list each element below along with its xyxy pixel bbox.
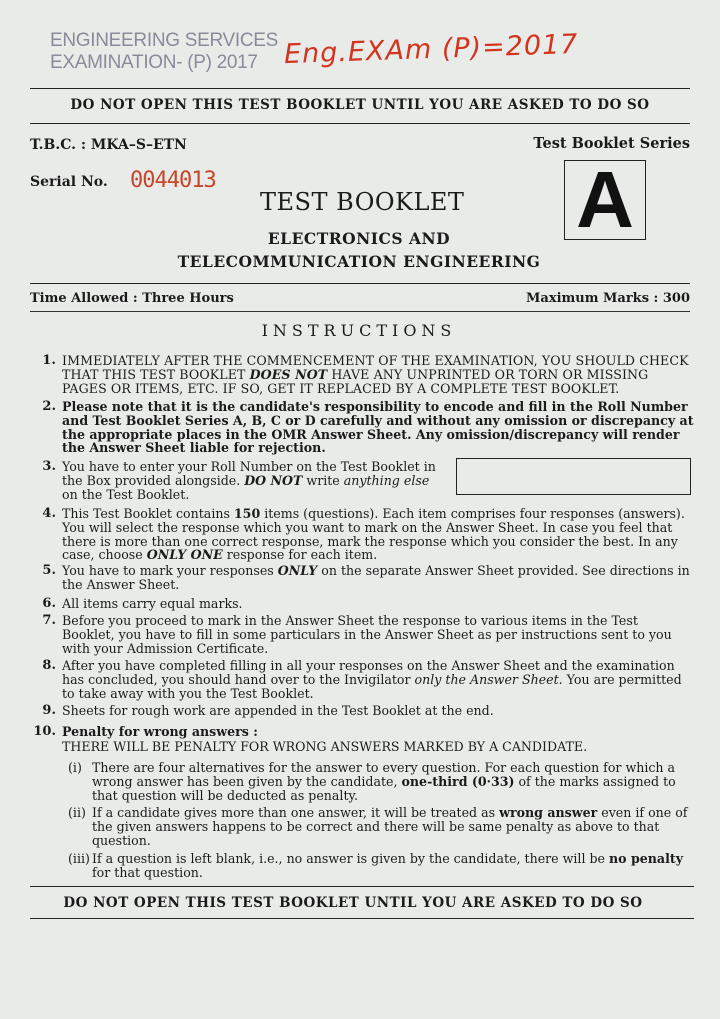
instruction-text: Before you proceed to mark in the Answer Sheet the response to various items in the Test Booklet, you have to fill in some particulars in the Answer Sheet as per instructions sent to you with your Admission Certificate.	[62, 613, 672, 656]
instruction-number: 7.	[42, 613, 56, 628]
instruction-text: for that question.	[92, 864, 203, 880]
instruction-text: If a candidate gives more than one answer, it will be treated as	[92, 805, 500, 820]
instruction-emphasis: only the Answer Sheet.	[414, 671, 563, 687]
instruction-text: IMMEDIATELY AFTER THE COMMENCEMENT OF THE EXAMINATION, YOU SHOULD CHECK THAT THIS TEST BOOKLET	[62, 353, 689, 382]
instruction-emphasis: ONLY ONE	[146, 547, 223, 563]
instruction-text: on the Test Booklet.	[62, 486, 190, 502]
instruction-emphasis: ONLY	[277, 563, 318, 578]
series-label: Test Booklet Series	[533, 135, 690, 152]
instruction-2	[30, 400, 694, 455]
instruction-number: 3.	[42, 459, 56, 474]
roll-number-box[interactable]	[456, 458, 691, 495]
subject-line1: ELECTRONICS AND	[267, 229, 451, 248]
instruction-number: 10.	[33, 724, 56, 739]
divider	[30, 123, 690, 124]
instruction-text: HAVE ANY UNPRINTED OR TORN OR MISSING PAGES OR ITEMS, ETC. IF SO, GET IT REPLACED BY A COMPLETE TEST BOOKLET.	[62, 366, 649, 396]
instruction-text: of the marks assigned to that question will be deducted as penalty.	[92, 773, 676, 803]
instruction-number: 2.	[42, 399, 56, 414]
instruction-number: 5.	[42, 563, 56, 578]
instruction-text: There are four alternatives for the answer to every question. For each question for which a wrong answer has been given by the candidate,	[92, 760, 676, 789]
instruction-emphasis: DO NOT	[244, 472, 303, 488]
instruction-text: response for each item.	[222, 547, 378, 563]
instruction-7	[30, 614, 694, 655]
time-allowed: Time Allowed : Three Hours	[30, 291, 234, 306]
instruction-text: This Test Booklet contains	[62, 506, 234, 521]
instruction-emphasis: wrong answer	[499, 805, 598, 820]
instruction-10	[30, 725, 694, 739]
instruction-text: Please note that it is the candidate's responsibility to encode and fill in the Roll Number and Test Booklet Series A, B, C or D carefully and without any omission or discrepancy at the appropriate places in the OMR Answer Sheet. Any omission/discrepancy will render the Answer Sheet liable for rejection.	[62, 399, 694, 456]
penalty-heading: Penalty for wrong answers :	[62, 724, 258, 739]
instruction-text: All items carry equal marks.	[62, 596, 243, 611]
instruction-text: even if one of the given answers happens to be correct and there will be same penalty as above to that question.	[92, 805, 688, 848]
penalty-sub-3	[68, 852, 694, 880]
bottom-banner: DO NOT OPEN THIS TEST BOOKLET UNTIL YOU ARE ASKED TO DO SO	[63, 895, 643, 911]
serial-label: Serial No.	[30, 174, 108, 190]
serial-number: 0044013	[130, 168, 216, 193]
instruction-text: You have to enter your Roll Number on the Test Booklet in the Box provided alongside.	[62, 459, 436, 488]
maximum-marks: Maximum Marks : 300	[526, 291, 690, 306]
instruction-emphasis: one-third (0·33)	[401, 773, 515, 789]
divider	[30, 918, 694, 919]
instruction-emphasis: DOES NOT	[249, 366, 328, 382]
instruction-text: items (questions). Each item comprises four responses (answers). You will select the response which you want to mark on the Answer Sheet. In case you feel that there is more than one correct response, mark the response which you consider the best. In any case, choose	[62, 506, 685, 563]
instruction-6	[30, 597, 694, 611]
exam-stamp	[50, 30, 278, 74]
instruction-8	[30, 659, 694, 700]
instruction-text: You are permitted to take away with you the Test Booklet.	[62, 671, 682, 701]
exam-stamp-line1: ENGINEERING SERVICES	[50, 30, 279, 51]
top-banner: DO NOT OPEN THIS TEST BOOKLET UNTIL YOU ARE ASKED TO DO SO	[70, 97, 650, 113]
instruction-text: Sheets for rough work are appended in the Test Booklet at the end.	[62, 703, 494, 718]
subject-line2: TELECOMMUNICATION ENGINEERING	[177, 252, 541, 271]
sub-number: (i)	[68, 760, 82, 775]
instruction-5	[30, 564, 694, 592]
instruction-emphasis: no penalty	[609, 851, 684, 866]
instruction-9	[30, 704, 694, 718]
divider	[30, 886, 694, 887]
instructions-title: INSTRUCTIONS	[261, 321, 457, 340]
instruction-number: 1.	[42, 353, 56, 368]
instruction-text: on the separate Answer Sheet provided. See directions in the Answer Sheet.	[62, 563, 690, 592]
divider	[30, 283, 690, 284]
instruction-emphasis: 150	[233, 506, 261, 521]
handwritten-note: Eng.EXAm (P)=2017	[283, 28, 579, 71]
sub-number: (iii)	[68, 851, 90, 866]
instruction-text: You have to mark your responses	[62, 563, 278, 578]
instruction-text: If a question is left blank, i.e., no answer is given by the candidate, there will be	[92, 851, 610, 866]
series-box	[564, 155, 646, 244]
divider	[30, 311, 690, 312]
instruction-1	[30, 354, 694, 395]
penalty-sub-1	[68, 761, 694, 802]
exam-stamp-line2: EXAMINATION- (P) 2017	[50, 52, 258, 73]
instruction-number: 8.	[42, 658, 56, 673]
instruction-number: 4.	[42, 506, 56, 521]
booklet-title: TEST BOOKLET	[260, 188, 465, 216]
instruction-3	[30, 460, 444, 501]
penalty-sub-2	[68, 806, 694, 847]
penalty-line	[30, 740, 694, 754]
series-letter: A	[576, 155, 634, 244]
tbc-code: T.B.C. : MKA–S–ETN	[30, 137, 187, 153]
instruction-text: write	[302, 472, 344, 488]
divider	[30, 88, 690, 89]
instruction-text: THERE WILL BE PENALTY FOR WRONG ANSWERS MARKED BY A CANDIDATE.	[62, 739, 588, 754]
instruction-4	[30, 507, 694, 562]
sub-number: (ii)	[68, 805, 86, 820]
instruction-emphasis: anything else	[343, 472, 430, 488]
instruction-number: 6.	[42, 596, 56, 611]
instruction-number: 9.	[42, 703, 56, 718]
instruction-text: After you have completed filling in all your responses on the Answer Sheet and the examination has concluded, you should hand over to the Invigilator	[62, 658, 675, 687]
